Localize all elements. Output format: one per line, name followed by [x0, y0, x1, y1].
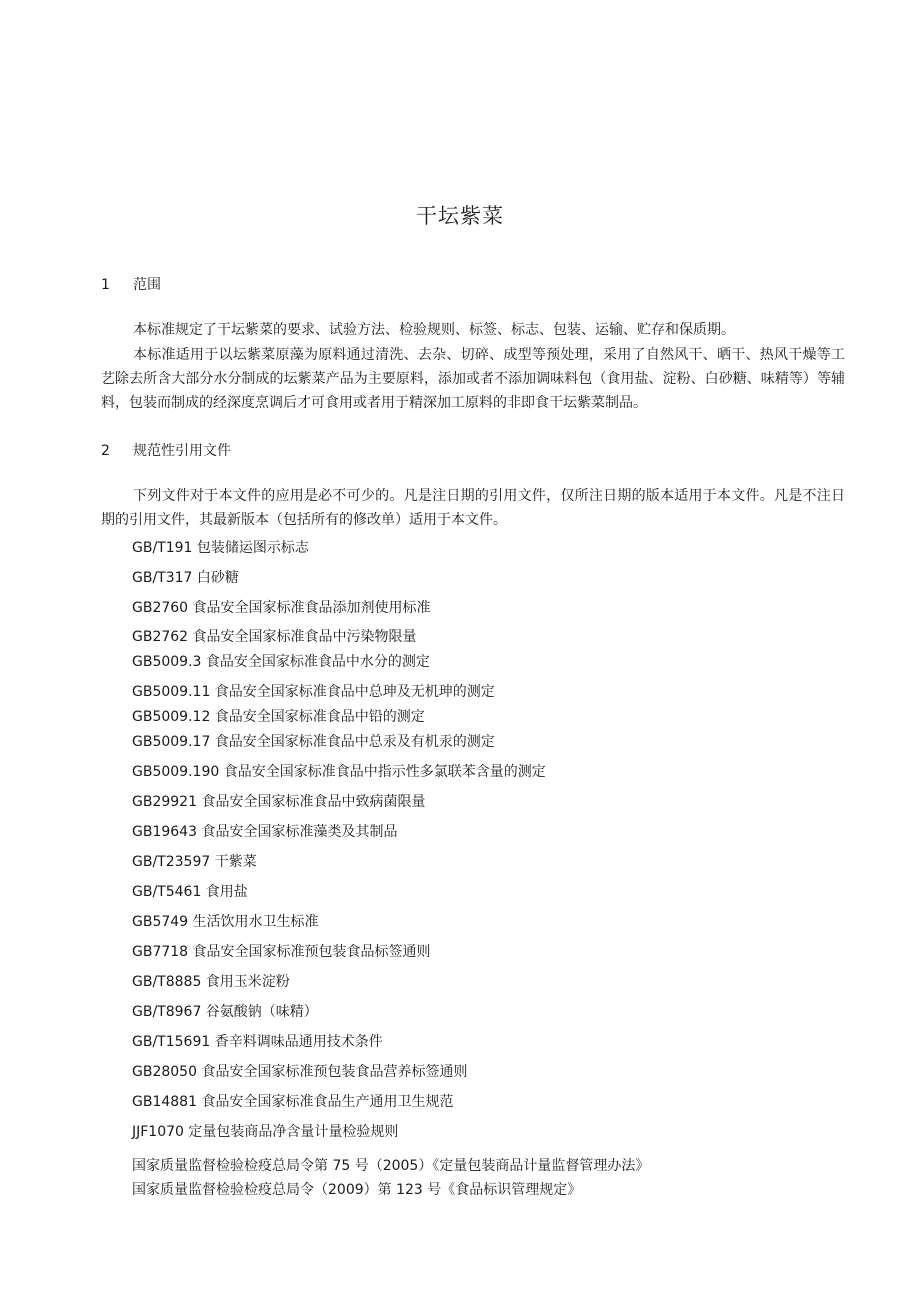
- reference-item: GB7718 食品安全国家标准预包装食品标签通则: [132, 944, 431, 960]
- section-2-paragraph-1: 下列文件对于本文件的应用是必不可少的。凡是注日期的引用文件，仅所注日期的版本适用于本文件。凡是不注日期的引用文件，其最新版本（包括所有的修改单）适用于本文件。: [101, 488, 845, 528]
- reference-item: GB/T317 白砂糖: [132, 570, 239, 586]
- reference-item: GB/T23597 干紫菜: [132, 854, 257, 870]
- section-1-paragraph-1: 本标准规定了干坛紫菜的要求、试验方法、检验规则、标签、标志、包装、运输、贮存和保质期。: [133, 322, 735, 338]
- section-2-heading: [101, 440, 231, 460]
- reference-item: GB/T5461 食用盐: [132, 884, 248, 900]
- reference-item: GB5009.12 食品安全国家标准食品中铅的测定: [132, 709, 425, 725]
- reference-item: GB28050 食品安全国家标准预包装食品营养标签通则: [132, 1064, 468, 1080]
- reference-item: 国家质量监督检验检疫总局令（2009）第 123 号《食品标识管理规定》: [132, 1182, 582, 1198]
- reference-item: GB29921 食品安全国家标准食品中致病菌限量: [132, 794, 426, 810]
- section-1-heading: [101, 274, 161, 294]
- reference-item: GB/T191 包装储运图示标志: [132, 540, 309, 556]
- reference-item: GB2760 食品安全国家标准食品添加剂使用标准: [132, 600, 431, 616]
- reference-item: GB14881 食品安全国家标准食品生产通用卫生规范: [132, 1094, 454, 1110]
- reference-item: JJF1070 定量包装商品净含量计量检验规则: [132, 1124, 399, 1140]
- reference-item: GB5009.3 食品安全国家标准食品中水分的测定: [132, 654, 430, 670]
- section-title: 范围: [133, 277, 161, 293]
- reference-item: GB19643 食品安全国家标准藻类及其制品: [132, 824, 398, 840]
- section-number: 1: [101, 277, 110, 293]
- section-title: 规范性引用文件: [133, 443, 231, 459]
- reference-item: GB5749 生活饮用水卫生标准: [132, 914, 319, 930]
- reference-item: GB2762 食品安全国家标准食品中污染物限量: [132, 629, 417, 645]
- document-title: 干坛紫菜: [416, 204, 504, 228]
- reference-item: GB5009.11 食品安全国家标准食品中总珅及无机珅的测定: [132, 684, 495, 700]
- reference-item: GB5009.190 食品安全国家标准食品中指示性多氯联苯含量的测定: [132, 764, 546, 780]
- reference-item: GB/T15691 香辛料调味品通用技术条件: [132, 1034, 383, 1050]
- reference-item: GB/T8885 食用玉米淀粉: [132, 974, 290, 990]
- reference-item: 国家质量监督检验检疫总局令第 75 号（2005）《定量包装商品计量监督管理办法》: [132, 1158, 650, 1174]
- reference-item: GB5009.17 食品安全国家标准食品中总汞及有机汞的测定: [132, 734, 495, 750]
- reference-item: GB/T8967 谷氨酸钠（味精）: [132, 1004, 318, 1020]
- section-1-paragraph-2: 本标准适用于以坛紫菜原藻为原料通过清洗、去杂、切碎、成型等预处理，采用了自然风干、晒干、热风干燥等工艺除去所含大部分水分制成的坛紫菜产品为主要原料，添加或者不添加调味料包（食用盐、淀粉、白砂糖、味精等）等辅料，包装而制成的经深度烹调后才可食用或者用于精深加工原料的非即食干坛紫菜制品。: [101, 347, 845, 411]
- section-number: 2: [101, 443, 110, 459]
